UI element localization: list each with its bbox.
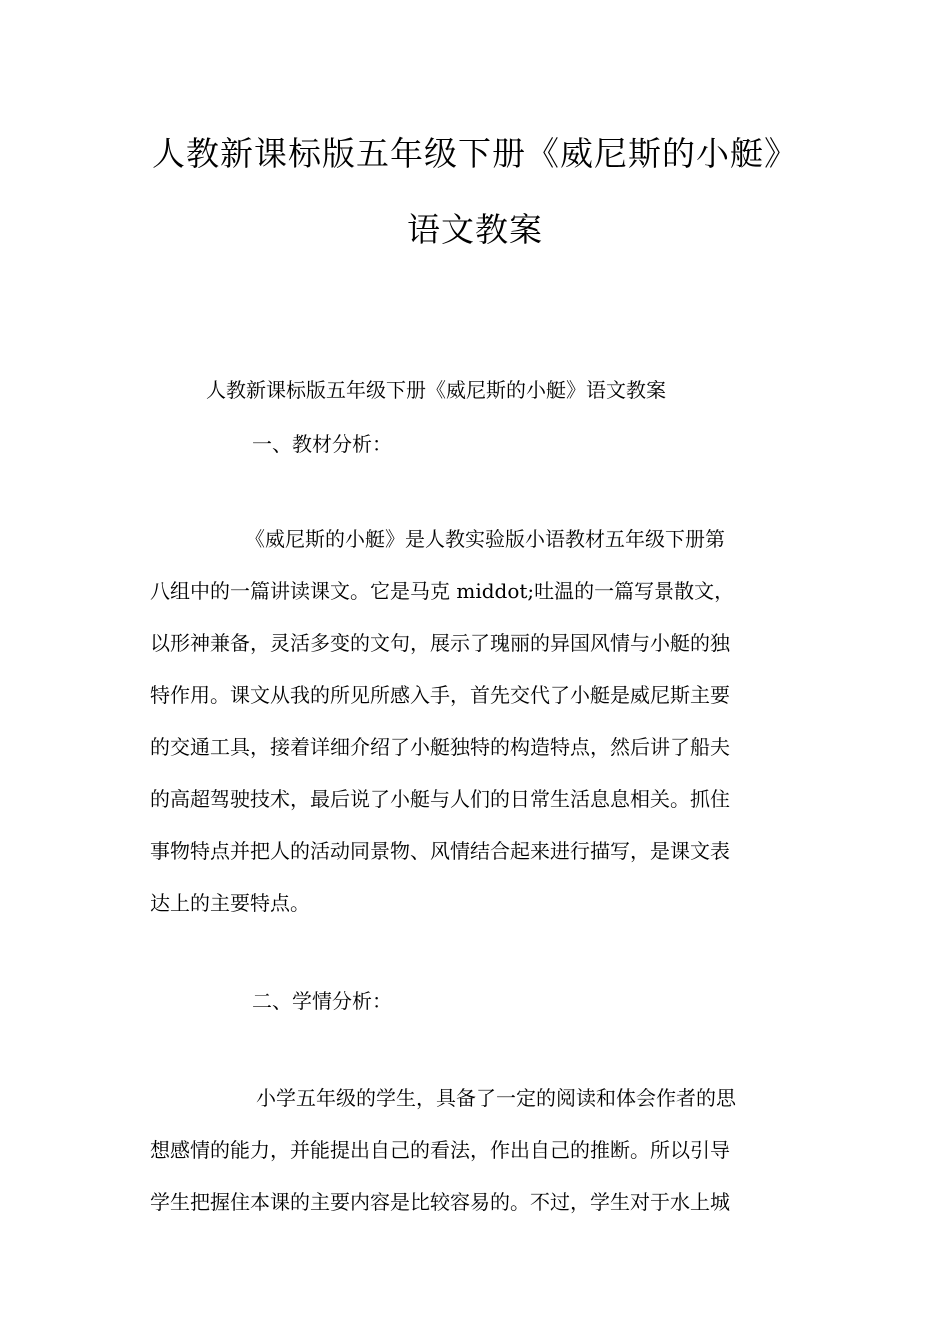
document-subtitle: 人教新课标版五年级下册《威尼斯的小艇》语文教案 <box>206 378 666 402</box>
paragraph-line: 的高超驾驶技术，最后说了小艇与人们的日常生活息息相关。抓住 <box>150 787 730 811</box>
document-title-line-2: 语文教案 <box>407 210 543 249</box>
paragraph-line: 学生把握住本课的主要内容是比较容易的。不过，学生对于水上城 <box>150 1190 730 1214</box>
paragraph-line: 特作用。课文从我的所见所感入手，首先交代了小艇是威尼斯主要 <box>150 683 730 707</box>
document-title-line-1: 人教新课标版五年级下册《威尼斯的小艇》 <box>152 134 798 173</box>
paragraph-line: 达上的主要特点。 <box>150 891 310 915</box>
section-heading-student-analysis: 二、学情分析： <box>252 989 392 1013</box>
paragraph-line: 想感情的能力，并能提出自己的看法，作出自己的推断。所以引导 <box>150 1138 730 1162</box>
paragraph-line: 小学五年级的学生，具备了一定的阅读和体会作者的思 <box>256 1086 736 1110</box>
section-heading-textbook-analysis: 一、教材分析： <box>252 432 392 456</box>
paragraph-line: 八组中的一篇讲读课文。它是马克 middot;吐温的一篇写景散文， <box>150 579 735 603</box>
paragraph-line: 事物特点并把人的活动同景物、风情结合起来进行描写，是课文表 <box>150 839 730 863</box>
paragraph-line: 《威尼斯的小艇》是人教实验版小语教材五年级下册第 <box>245 527 725 551</box>
paragraph-line: 的交通工具，接着详细介绍了小艇独特的构造特点，然后讲了船夫 <box>150 735 730 759</box>
paragraph-line: 以形神兼备，灵活多变的文句，展示了瑰丽的异国风情与小艇的独 <box>150 631 730 655</box>
